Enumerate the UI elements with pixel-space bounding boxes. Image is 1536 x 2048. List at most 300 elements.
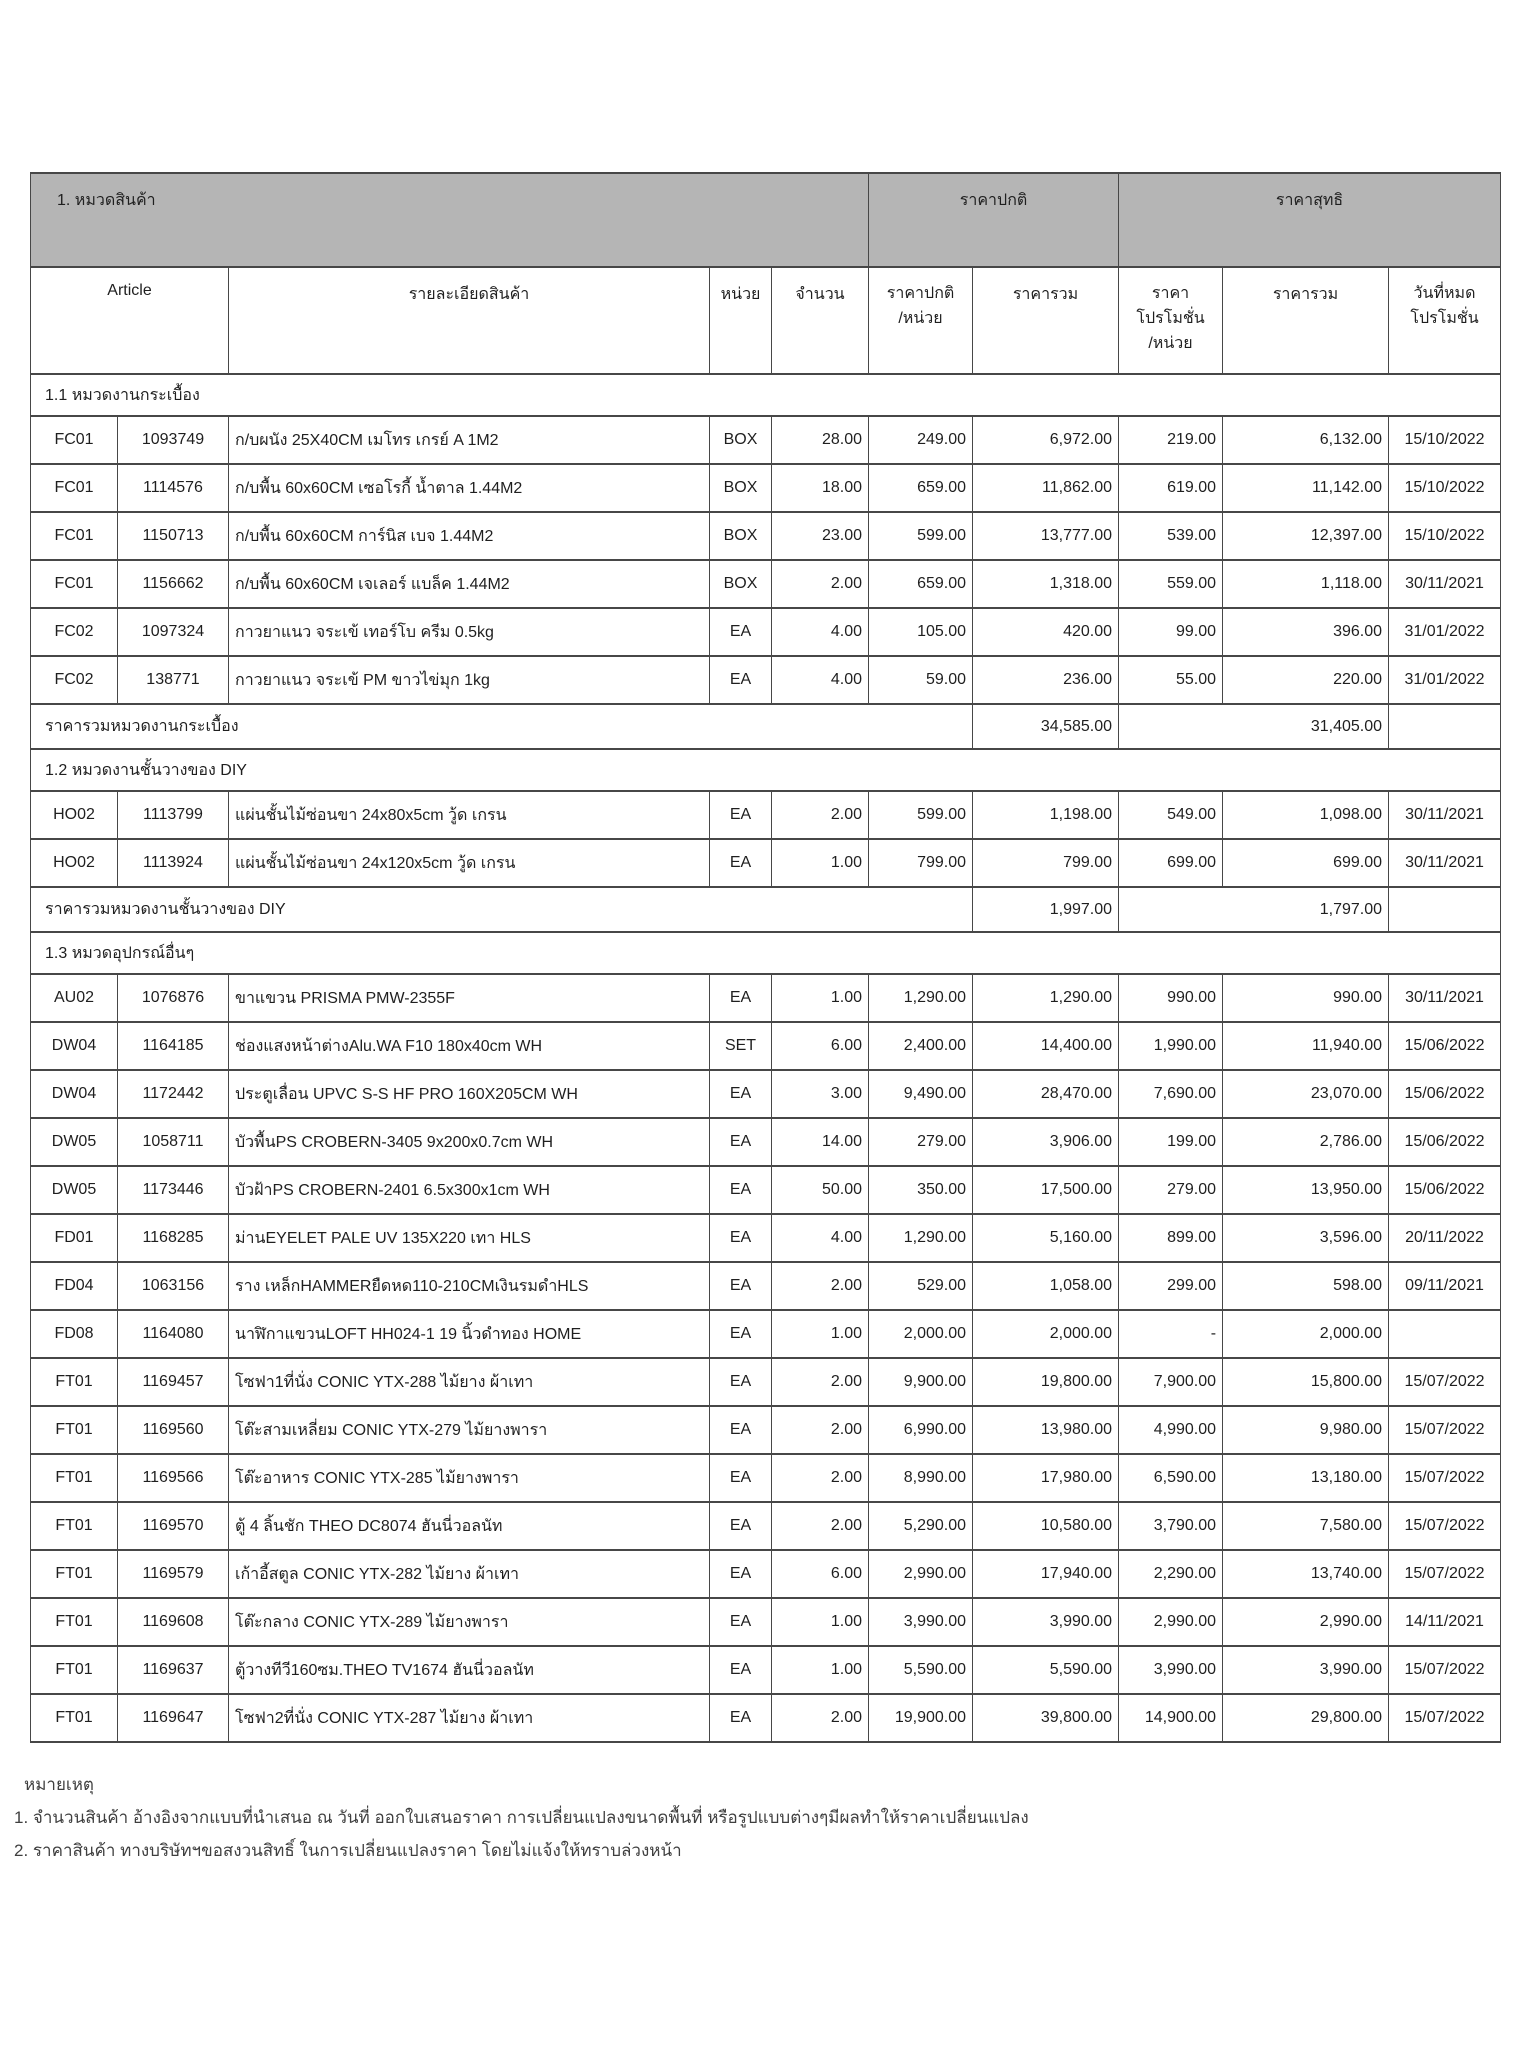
table-row xyxy=(31,1070,1501,1118)
cell-article: 1169647 xyxy=(118,1694,229,1742)
cell-unit: EA xyxy=(710,1262,772,1310)
cell-normal-unit-price: 1,290.00 xyxy=(869,974,973,1022)
total-empty-cell xyxy=(1389,704,1501,749)
cell-description: แผ่นชั้นไม้ซ่อนขา 24x120x5cm วู้ด เกรน xyxy=(229,839,710,887)
cell-article: 1076876 xyxy=(118,974,229,1022)
cell-net-total: 23,070.00 xyxy=(1223,1070,1389,1118)
cell-code: DW04 xyxy=(31,1070,118,1118)
table-row xyxy=(31,974,1501,1022)
cell-quantity: 28.00 xyxy=(772,416,869,464)
cell-code: FT01 xyxy=(31,1406,118,1454)
cell-unit: EA xyxy=(710,1118,772,1166)
quotation-table xyxy=(30,172,1501,1743)
cell-description: ก/บพื้น 60x60CM เจเลอร์ แบล็ค 1.44M2 xyxy=(229,560,710,608)
cell-promo-end-date: 30/11/2021 xyxy=(1389,839,1501,887)
cell-description: ตู้วางทีวี160ซม.THEO TV1674 ฮันนี่วอลนัท xyxy=(229,1646,710,1694)
cell-promo-end-date: 30/11/2021 xyxy=(1389,791,1501,839)
cell-article: 1063156 xyxy=(118,1262,229,1310)
cell-code: FC01 xyxy=(31,512,118,560)
cell-description: โซฟา2ที่นั่ง CONIC YTX-287 ไม้ยาง ผ้าเทา xyxy=(229,1694,710,1742)
table-row xyxy=(31,1118,1501,1166)
cell-quantity: 18.00 xyxy=(772,464,869,512)
cell-quantity: 3.00 xyxy=(772,1070,869,1118)
cell-promo-unit-price: 539.00 xyxy=(1119,512,1223,560)
cell-promo-end-date: 31/01/2022 xyxy=(1389,608,1501,656)
cell-article: 1168285 xyxy=(118,1214,229,1262)
cell-code: HO02 xyxy=(31,791,118,839)
cell-promo-end-date: 30/11/2021 xyxy=(1389,560,1501,608)
cell-unit: EA xyxy=(710,1406,772,1454)
cell-article: 1169637 xyxy=(118,1646,229,1694)
cell-net-total: 1,118.00 xyxy=(1223,560,1389,608)
cell-promo-end-date xyxy=(1389,1310,1501,1358)
cell-unit: EA xyxy=(710,1358,772,1406)
cell-promo-unit-price: 899.00 xyxy=(1119,1214,1223,1262)
cell-description: ขาแขวน PRISMA PMW-2355F xyxy=(229,974,710,1022)
column-header-line: โปรโมชั่น xyxy=(1410,309,1479,327)
cell-promo-unit-price: 99.00 xyxy=(1119,608,1223,656)
cell-normal-unit-price: 9,900.00 xyxy=(869,1358,973,1406)
cell-unit: EA xyxy=(710,1694,772,1742)
cell-article: 1114576 xyxy=(118,464,229,512)
section-title: 1.3 หมวดอุปกรณ์อื่นๆ xyxy=(31,932,1501,974)
cell-normal-unit-price: 5,590.00 xyxy=(869,1646,973,1694)
cell-code: FT01 xyxy=(31,1694,118,1742)
cell-promo-unit-price: 559.00 xyxy=(1119,560,1223,608)
cell-promo-end-date: 15/07/2022 xyxy=(1389,1502,1501,1550)
table-row xyxy=(31,1550,1501,1598)
cell-article: 1169608 xyxy=(118,1598,229,1646)
cell-description: ราง เหล็กHAMMERยืดหด110-210CMเงินรมดำHLS xyxy=(229,1262,710,1310)
cell-description: แผ่นชั้นไม้ซ่อนขา 24x80x5cm วู้ด เกรน xyxy=(229,791,710,839)
cell-code: FT01 xyxy=(31,1646,118,1694)
cell-description: นาฬิกาแขวนLOFT HH024-1 19 นิ้วดำทอง HOME xyxy=(229,1310,710,1358)
cell-normal-unit-price: 3,990.00 xyxy=(869,1598,973,1646)
cell-quantity: 1.00 xyxy=(772,1598,869,1646)
cell-normal-unit-price: 279.00 xyxy=(869,1118,973,1166)
cell-net-total: 220.00 xyxy=(1223,656,1389,704)
column-header-line: ราคาปกติ xyxy=(886,285,955,302)
cell-normal-total: 19,800.00 xyxy=(973,1358,1119,1406)
cell-unit: EA xyxy=(710,974,772,1022)
cell-normal-total: 3,906.00 xyxy=(973,1118,1119,1166)
cell-unit: BOX xyxy=(710,464,772,512)
cell-code: FC01 xyxy=(31,464,118,512)
cell-unit: EA xyxy=(710,1214,772,1262)
cell-unit: BOX xyxy=(710,416,772,464)
cell-quantity: 4.00 xyxy=(772,608,869,656)
cell-net-total: 13,740.00 xyxy=(1223,1550,1389,1598)
cell-unit: EA xyxy=(710,1310,772,1358)
cell-normal-unit-price: 249.00 xyxy=(869,416,973,464)
cell-normal-total: 6,972.00 xyxy=(973,416,1119,464)
cell-unit: EA xyxy=(710,608,772,656)
cell-unit: BOX xyxy=(710,560,772,608)
cell-description: กาวยาแนว จระเข้ เทอร์โบ ครีม 0.5kg xyxy=(229,608,710,656)
cell-promo-end-date: 15/07/2022 xyxy=(1389,1406,1501,1454)
cell-normal-unit-price: 799.00 xyxy=(869,839,973,887)
cell-code: FC02 xyxy=(31,608,118,656)
cell-quantity: 2.00 xyxy=(772,1406,869,1454)
cell-net-total: 990.00 xyxy=(1223,974,1389,1022)
cell-code: FT01 xyxy=(31,1502,118,1550)
cell-code: FT01 xyxy=(31,1454,118,1502)
cell-promo-unit-price: 299.00 xyxy=(1119,1262,1223,1310)
cell-normal-unit-price: 1,290.00 xyxy=(869,1214,973,1262)
cell-normal-unit-price: 2,000.00 xyxy=(869,1310,973,1358)
section-title: 1.1 หมวดงานกระเบื้อง xyxy=(31,374,1501,416)
cell-normal-total: 5,160.00 xyxy=(973,1214,1119,1262)
cell-article: 1150713 xyxy=(118,512,229,560)
cell-quantity: 1.00 xyxy=(772,1646,869,1694)
column-header-line: ราคา xyxy=(1151,285,1190,302)
cell-code: FD08 xyxy=(31,1310,118,1358)
table-row xyxy=(31,1502,1501,1550)
section-total-row xyxy=(31,887,1501,932)
column-header-promo-end-date xyxy=(1389,267,1501,374)
cell-net-total: 15,800.00 xyxy=(1223,1358,1389,1406)
cell-code: FT01 xyxy=(31,1358,118,1406)
cell-net-total: 2,000.00 xyxy=(1223,1310,1389,1358)
column-header-line: โปรโมชั่น xyxy=(1136,309,1205,327)
total-label: ราคารวมหมวดงานกระเบื้อง xyxy=(31,704,973,749)
cell-quantity: 6.00 xyxy=(772,1022,869,1070)
cell-promo-unit-price: 1,990.00 xyxy=(1119,1022,1223,1070)
table-row xyxy=(31,1406,1501,1454)
cell-unit: SET xyxy=(710,1022,772,1070)
cell-article: 1172442 xyxy=(118,1070,229,1118)
table-row xyxy=(31,1022,1501,1070)
cell-description: ก/บพื้น 60x60CM เซอโรกี้ น้ำตาล 1.44M2 xyxy=(229,464,710,512)
cell-normal-unit-price: 105.00 xyxy=(869,608,973,656)
notes-section xyxy=(14,1768,1514,1867)
cell-description: ช่องแสงหน้าต่างAlu.WA F10 180x40cm WH xyxy=(229,1022,710,1070)
cell-description: ประตูเลื่อน UPVC S-S HF PRO 160X205CM WH xyxy=(229,1070,710,1118)
cell-quantity: 2.00 xyxy=(772,1358,869,1406)
cell-article: 1058711 xyxy=(118,1118,229,1166)
total-normal-value: 34,585.00 xyxy=(973,704,1119,749)
cell-normal-total: 39,800.00 xyxy=(973,1694,1119,1742)
cell-promo-unit-price: 2,990.00 xyxy=(1119,1598,1223,1646)
cell-quantity: 2.00 xyxy=(772,791,869,839)
cell-net-total: 29,800.00 xyxy=(1223,1694,1389,1742)
cell-unit: EA xyxy=(710,791,772,839)
column-header-line: /หน่วย xyxy=(1148,334,1193,352)
cell-normal-unit-price: 659.00 xyxy=(869,464,973,512)
cell-normal-unit-price: 5,290.00 xyxy=(869,1502,973,1550)
table-row xyxy=(31,464,1501,512)
cell-description: โต๊ะสามเหลี่ยม CONIC YTX-279 ไม้ยางพารา xyxy=(229,1406,710,1454)
cell-promo-end-date: 20/11/2022 xyxy=(1389,1214,1501,1262)
cell-article: 1169560 xyxy=(118,1406,229,1454)
column-header-article: Article xyxy=(31,267,229,374)
cell-normal-total: 11,862.00 xyxy=(973,464,1119,512)
cell-code: FC02 xyxy=(31,656,118,704)
cell-normal-total: 3,990.00 xyxy=(973,1598,1119,1646)
cell-net-total: 2,786.00 xyxy=(1223,1118,1389,1166)
cell-normal-total: 420.00 xyxy=(973,608,1119,656)
cell-normal-total: 13,980.00 xyxy=(973,1406,1119,1454)
cell-normal-unit-price: 659.00 xyxy=(869,560,973,608)
cell-article: 1169579 xyxy=(118,1550,229,1598)
cell-promo-end-date: 14/11/2021 xyxy=(1389,1598,1501,1646)
cell-promo-end-date: 15/07/2022 xyxy=(1389,1646,1501,1694)
cell-promo-end-date: 15/06/2022 xyxy=(1389,1022,1501,1070)
cell-normal-unit-price: 6,990.00 xyxy=(869,1406,973,1454)
cell-article: 1169566 xyxy=(118,1454,229,1502)
cell-promo-unit-price: 279.00 xyxy=(1119,1166,1223,1214)
cell-promo-end-date: 09/11/2021 xyxy=(1389,1262,1501,1310)
cell-normal-total: 1,318.00 xyxy=(973,560,1119,608)
cell-net-total: 11,940.00 xyxy=(1223,1022,1389,1070)
table-row xyxy=(31,1358,1501,1406)
cell-unit: EA xyxy=(710,1598,772,1646)
cell-quantity: 1.00 xyxy=(772,1310,869,1358)
cell-normal-unit-price: 599.00 xyxy=(869,512,973,560)
cell-unit: EA xyxy=(710,1646,772,1694)
cell-normal-total: 17,500.00 xyxy=(973,1166,1119,1214)
cell-article: 1093749 xyxy=(118,416,229,464)
cell-article: 1173446 xyxy=(118,1166,229,1214)
cell-normal-total: 17,940.00 xyxy=(973,1550,1119,1598)
cell-net-total: 3,990.00 xyxy=(1223,1646,1389,1694)
column-header-net-total: ราคารวม xyxy=(1223,267,1389,374)
section-total-row xyxy=(31,704,1501,749)
section-title: 1.2 หมวดงานชั้นวางของ DIY xyxy=(31,749,1501,791)
column-header-line: /หน่วย xyxy=(898,309,943,327)
cell-promo-end-date: 15/07/2022 xyxy=(1389,1358,1501,1406)
notes-title: หมายเหตุ xyxy=(24,1775,94,1794)
cell-promo-unit-price: 699.00 xyxy=(1119,839,1223,887)
cell-quantity: 2.00 xyxy=(772,560,869,608)
cell-net-total: 3,596.00 xyxy=(1223,1214,1389,1262)
cell-normal-total: 2,000.00 xyxy=(973,1310,1119,1358)
cell-quantity: 6.00 xyxy=(772,1550,869,1598)
column-header-normal-total: ราคารวม xyxy=(973,267,1119,374)
total-normal-value: 1,997.00 xyxy=(973,887,1119,932)
cell-net-total: 6,132.00 xyxy=(1223,416,1389,464)
cell-unit: EA xyxy=(710,1502,772,1550)
cell-quantity: 50.00 xyxy=(772,1166,869,1214)
column-header-description: รายละเอียดสินค้า xyxy=(229,267,710,374)
cell-promo-end-date: 15/10/2022 xyxy=(1389,416,1501,464)
cell-unit: EA xyxy=(710,1454,772,1502)
cell-code: DW05 xyxy=(31,1118,118,1166)
cell-normal-total: 28,470.00 xyxy=(973,1070,1119,1118)
cell-quantity: 1.00 xyxy=(772,839,869,887)
cell-promo-unit-price: 14,900.00 xyxy=(1119,1694,1223,1742)
cell-net-total: 598.00 xyxy=(1223,1262,1389,1310)
cell-normal-total: 17,980.00 xyxy=(973,1454,1119,1502)
cell-quantity: 4.00 xyxy=(772,656,869,704)
cell-article: 1113799 xyxy=(118,791,229,839)
cell-quantity: 14.00 xyxy=(772,1118,869,1166)
cell-quantity: 2.00 xyxy=(772,1262,869,1310)
cell-net-total: 396.00 xyxy=(1223,608,1389,656)
cell-code: DW04 xyxy=(31,1022,118,1070)
cell-net-total: 11,142.00 xyxy=(1223,464,1389,512)
cell-code: FC01 xyxy=(31,416,118,464)
column-header-unit: หน่วย xyxy=(710,267,772,374)
group-category-header: 1. หมวดสินค้า xyxy=(31,173,869,267)
cell-promo-unit-price: 619.00 xyxy=(1119,464,1223,512)
section-header-row xyxy=(31,374,1501,416)
cell-net-total: 12,397.00 xyxy=(1223,512,1389,560)
cell-unit: EA xyxy=(710,839,772,887)
cell-promo-unit-price: 3,990.00 xyxy=(1119,1646,1223,1694)
cell-quantity: 1.00 xyxy=(772,974,869,1022)
cell-promo-end-date: 31/01/2022 xyxy=(1389,656,1501,704)
cell-net-total: 13,180.00 xyxy=(1223,1454,1389,1502)
total-net-value: 31,405.00 xyxy=(1119,704,1389,749)
cell-promo-end-date: 15/06/2022 xyxy=(1389,1070,1501,1118)
column-header-normal-unit-price xyxy=(869,267,973,374)
table-row xyxy=(31,608,1501,656)
cell-article: 1169570 xyxy=(118,1502,229,1550)
cell-net-total: 2,990.00 xyxy=(1223,1598,1389,1646)
cell-promo-end-date: 15/06/2022 xyxy=(1389,1166,1501,1214)
cell-promo-end-date: 15/10/2022 xyxy=(1389,512,1501,560)
cell-normal-total: 1,058.00 xyxy=(973,1262,1119,1310)
column-header-promo-unit-price xyxy=(1119,267,1223,374)
cell-promo-end-date: 15/10/2022 xyxy=(1389,464,1501,512)
cell-promo-unit-price: 2,290.00 xyxy=(1119,1550,1223,1598)
cell-promo-end-date: 30/11/2021 xyxy=(1389,974,1501,1022)
cell-normal-total: 13,777.00 xyxy=(973,512,1119,560)
table-body xyxy=(31,374,1501,1742)
cell-quantity: 2.00 xyxy=(772,1502,869,1550)
cell-code: AU02 xyxy=(31,974,118,1022)
cell-description: โต๊ะกลาง CONIC YTX-289 ไม้ยางพารา xyxy=(229,1598,710,1646)
group-net-price-header: ราคาสุทธิ xyxy=(1119,173,1501,267)
cell-net-total: 13,950.00 xyxy=(1223,1166,1389,1214)
cell-net-total: 9,980.00 xyxy=(1223,1406,1389,1454)
cell-article: 1156662 xyxy=(118,560,229,608)
cell-net-total: 1,098.00 xyxy=(1223,791,1389,839)
cell-normal-total: 236.00 xyxy=(973,656,1119,704)
table-row xyxy=(31,1598,1501,1646)
table-row xyxy=(31,560,1501,608)
table-row xyxy=(31,1214,1501,1262)
cell-code: FD01 xyxy=(31,1214,118,1262)
column-header-quantity: จำนวน xyxy=(772,267,869,374)
cell-quantity: 2.00 xyxy=(772,1694,869,1742)
table-row xyxy=(31,1262,1501,1310)
cell-promo-unit-price: 3,790.00 xyxy=(1119,1502,1223,1550)
cell-article: 1164080 xyxy=(118,1310,229,1358)
cell-promo-end-date: 15/07/2022 xyxy=(1389,1550,1501,1598)
group-normal-price-header: ราคาปกติ xyxy=(869,173,1119,267)
cell-description: ตู้ 4 ลิ้นชัก THEO DC8074 ฮันนี่วอลนัท xyxy=(229,1502,710,1550)
cell-normal-total: 1,198.00 xyxy=(973,791,1119,839)
cell-normal-unit-price: 19,900.00 xyxy=(869,1694,973,1742)
cell-description: ก/บผนัง 25X40CM เมโทร เกรย์ A 1M2 xyxy=(229,416,710,464)
cell-normal-unit-price: 8,990.00 xyxy=(869,1454,973,1502)
cell-description: บัวพื้นPS CROBERN-3405 9x200x0.7cm WH xyxy=(229,1118,710,1166)
cell-description: เก้าอี้สตูล CONIC YTX-282 ไม้ยาง ผ้าเทา xyxy=(229,1550,710,1598)
table-row xyxy=(31,1310,1501,1358)
cell-code: FT01 xyxy=(31,1598,118,1646)
cell-normal-total: 5,590.00 xyxy=(973,1646,1119,1694)
cell-article: 1097324 xyxy=(118,608,229,656)
cell-article: 1169457 xyxy=(118,1358,229,1406)
cell-description: ม่านEYELET PALE UV 135X220 เทา HLS xyxy=(229,1214,710,1262)
table-row xyxy=(31,1166,1501,1214)
column-header-row xyxy=(31,267,1501,374)
cell-net-total: 699.00 xyxy=(1223,839,1389,887)
cell-description: โซฟา1ที่นั่ง CONIC YTX-288 ไม้ยาง ผ้าเทา xyxy=(229,1358,710,1406)
cell-unit: EA xyxy=(710,656,772,704)
note-item: 1. จำนวนสินค้า อ้างอิงจากแบบที่นำเสนอ ณ วันที่ ออกใบเสนอราคา การเปลี่ยนแปลงขนาดพื้นที่ หรือรูปแบบต่างๆมีผลทำให้ราคาเปลี่ยนแปลง xyxy=(14,1808,1029,1828)
total-empty-cell xyxy=(1389,887,1501,932)
cell-promo-unit-price: 199.00 xyxy=(1119,1118,1223,1166)
total-label: ราคารวมหมวดงานชั้นวางของ DIY xyxy=(31,887,973,932)
cell-code: FD04 xyxy=(31,1262,118,1310)
cell-code: FT01 xyxy=(31,1550,118,1598)
cell-promo-end-date: 15/06/2022 xyxy=(1389,1118,1501,1166)
cell-promo-unit-price: 549.00 xyxy=(1119,791,1223,839)
cell-promo-unit-price: 55.00 xyxy=(1119,656,1223,704)
cell-unit: EA xyxy=(710,1550,772,1598)
cell-promo-end-date: 15/07/2022 xyxy=(1389,1454,1501,1502)
cell-normal-unit-price: 2,400.00 xyxy=(869,1022,973,1070)
cell-unit: BOX xyxy=(710,512,772,560)
cell-normal-total: 14,400.00 xyxy=(973,1022,1119,1070)
cell-article: 138771 xyxy=(118,656,229,704)
cell-normal-total: 799.00 xyxy=(973,839,1119,887)
cell-unit: EA xyxy=(710,1166,772,1214)
table-row xyxy=(31,1454,1501,1502)
cell-promo-unit-price: 990.00 xyxy=(1119,974,1223,1022)
cell-normal-unit-price: 59.00 xyxy=(869,656,973,704)
table-row xyxy=(31,839,1501,887)
cell-promo-unit-price: - xyxy=(1119,1310,1223,1358)
section-header-row xyxy=(31,749,1501,791)
table-row xyxy=(31,656,1501,704)
cell-article: 1164185 xyxy=(118,1022,229,1070)
cell-promo-unit-price: 219.00 xyxy=(1119,416,1223,464)
column-header-line: วันที่หมด xyxy=(1413,285,1476,302)
cell-code: HO02 xyxy=(31,839,118,887)
table-row xyxy=(31,1694,1501,1742)
cell-quantity: 4.00 xyxy=(772,1214,869,1262)
note-item: 2. ราคาสินค้า ทางบริษัทฯขอสงวนสิทธิ์ ในการเปลี่ยนแปลงราคา โดยไม่แจ้งให้ทราบล่วงหน้า xyxy=(14,1841,682,1861)
cell-quantity: 23.00 xyxy=(772,512,869,560)
cell-normal-unit-price: 529.00 xyxy=(869,1262,973,1310)
cell-quantity: 2.00 xyxy=(772,1454,869,1502)
cell-promo-unit-price: 7,900.00 xyxy=(1119,1358,1223,1406)
table-row xyxy=(31,512,1501,560)
cell-description: กาวยาแนว จระเข้ PM ขาวไข่มุก 1kg xyxy=(229,656,710,704)
cell-promo-unit-price: 7,690.00 xyxy=(1119,1070,1223,1118)
cell-normal-total: 10,580.00 xyxy=(973,1502,1119,1550)
cell-description: โต๊ะอาหาร CONIC YTX-285 ไม้ยางพารา xyxy=(229,1454,710,1502)
table-row xyxy=(31,791,1501,839)
cell-normal-unit-price: 2,990.00 xyxy=(869,1550,973,1598)
cell-normal-unit-price: 350.00 xyxy=(869,1166,973,1214)
cell-code: DW05 xyxy=(31,1166,118,1214)
table-row xyxy=(31,1646,1501,1694)
cell-unit: EA xyxy=(710,1070,772,1118)
table-row xyxy=(31,416,1501,464)
cell-normal-unit-price: 599.00 xyxy=(869,791,973,839)
cell-net-total: 7,580.00 xyxy=(1223,1502,1389,1550)
cell-promo-unit-price: 6,590.00 xyxy=(1119,1454,1223,1502)
cell-code: FC01 xyxy=(31,560,118,608)
section-header-row xyxy=(31,932,1501,974)
cell-promo-unit-price: 4,990.00 xyxy=(1119,1406,1223,1454)
cell-article: 1113924 xyxy=(118,839,229,887)
